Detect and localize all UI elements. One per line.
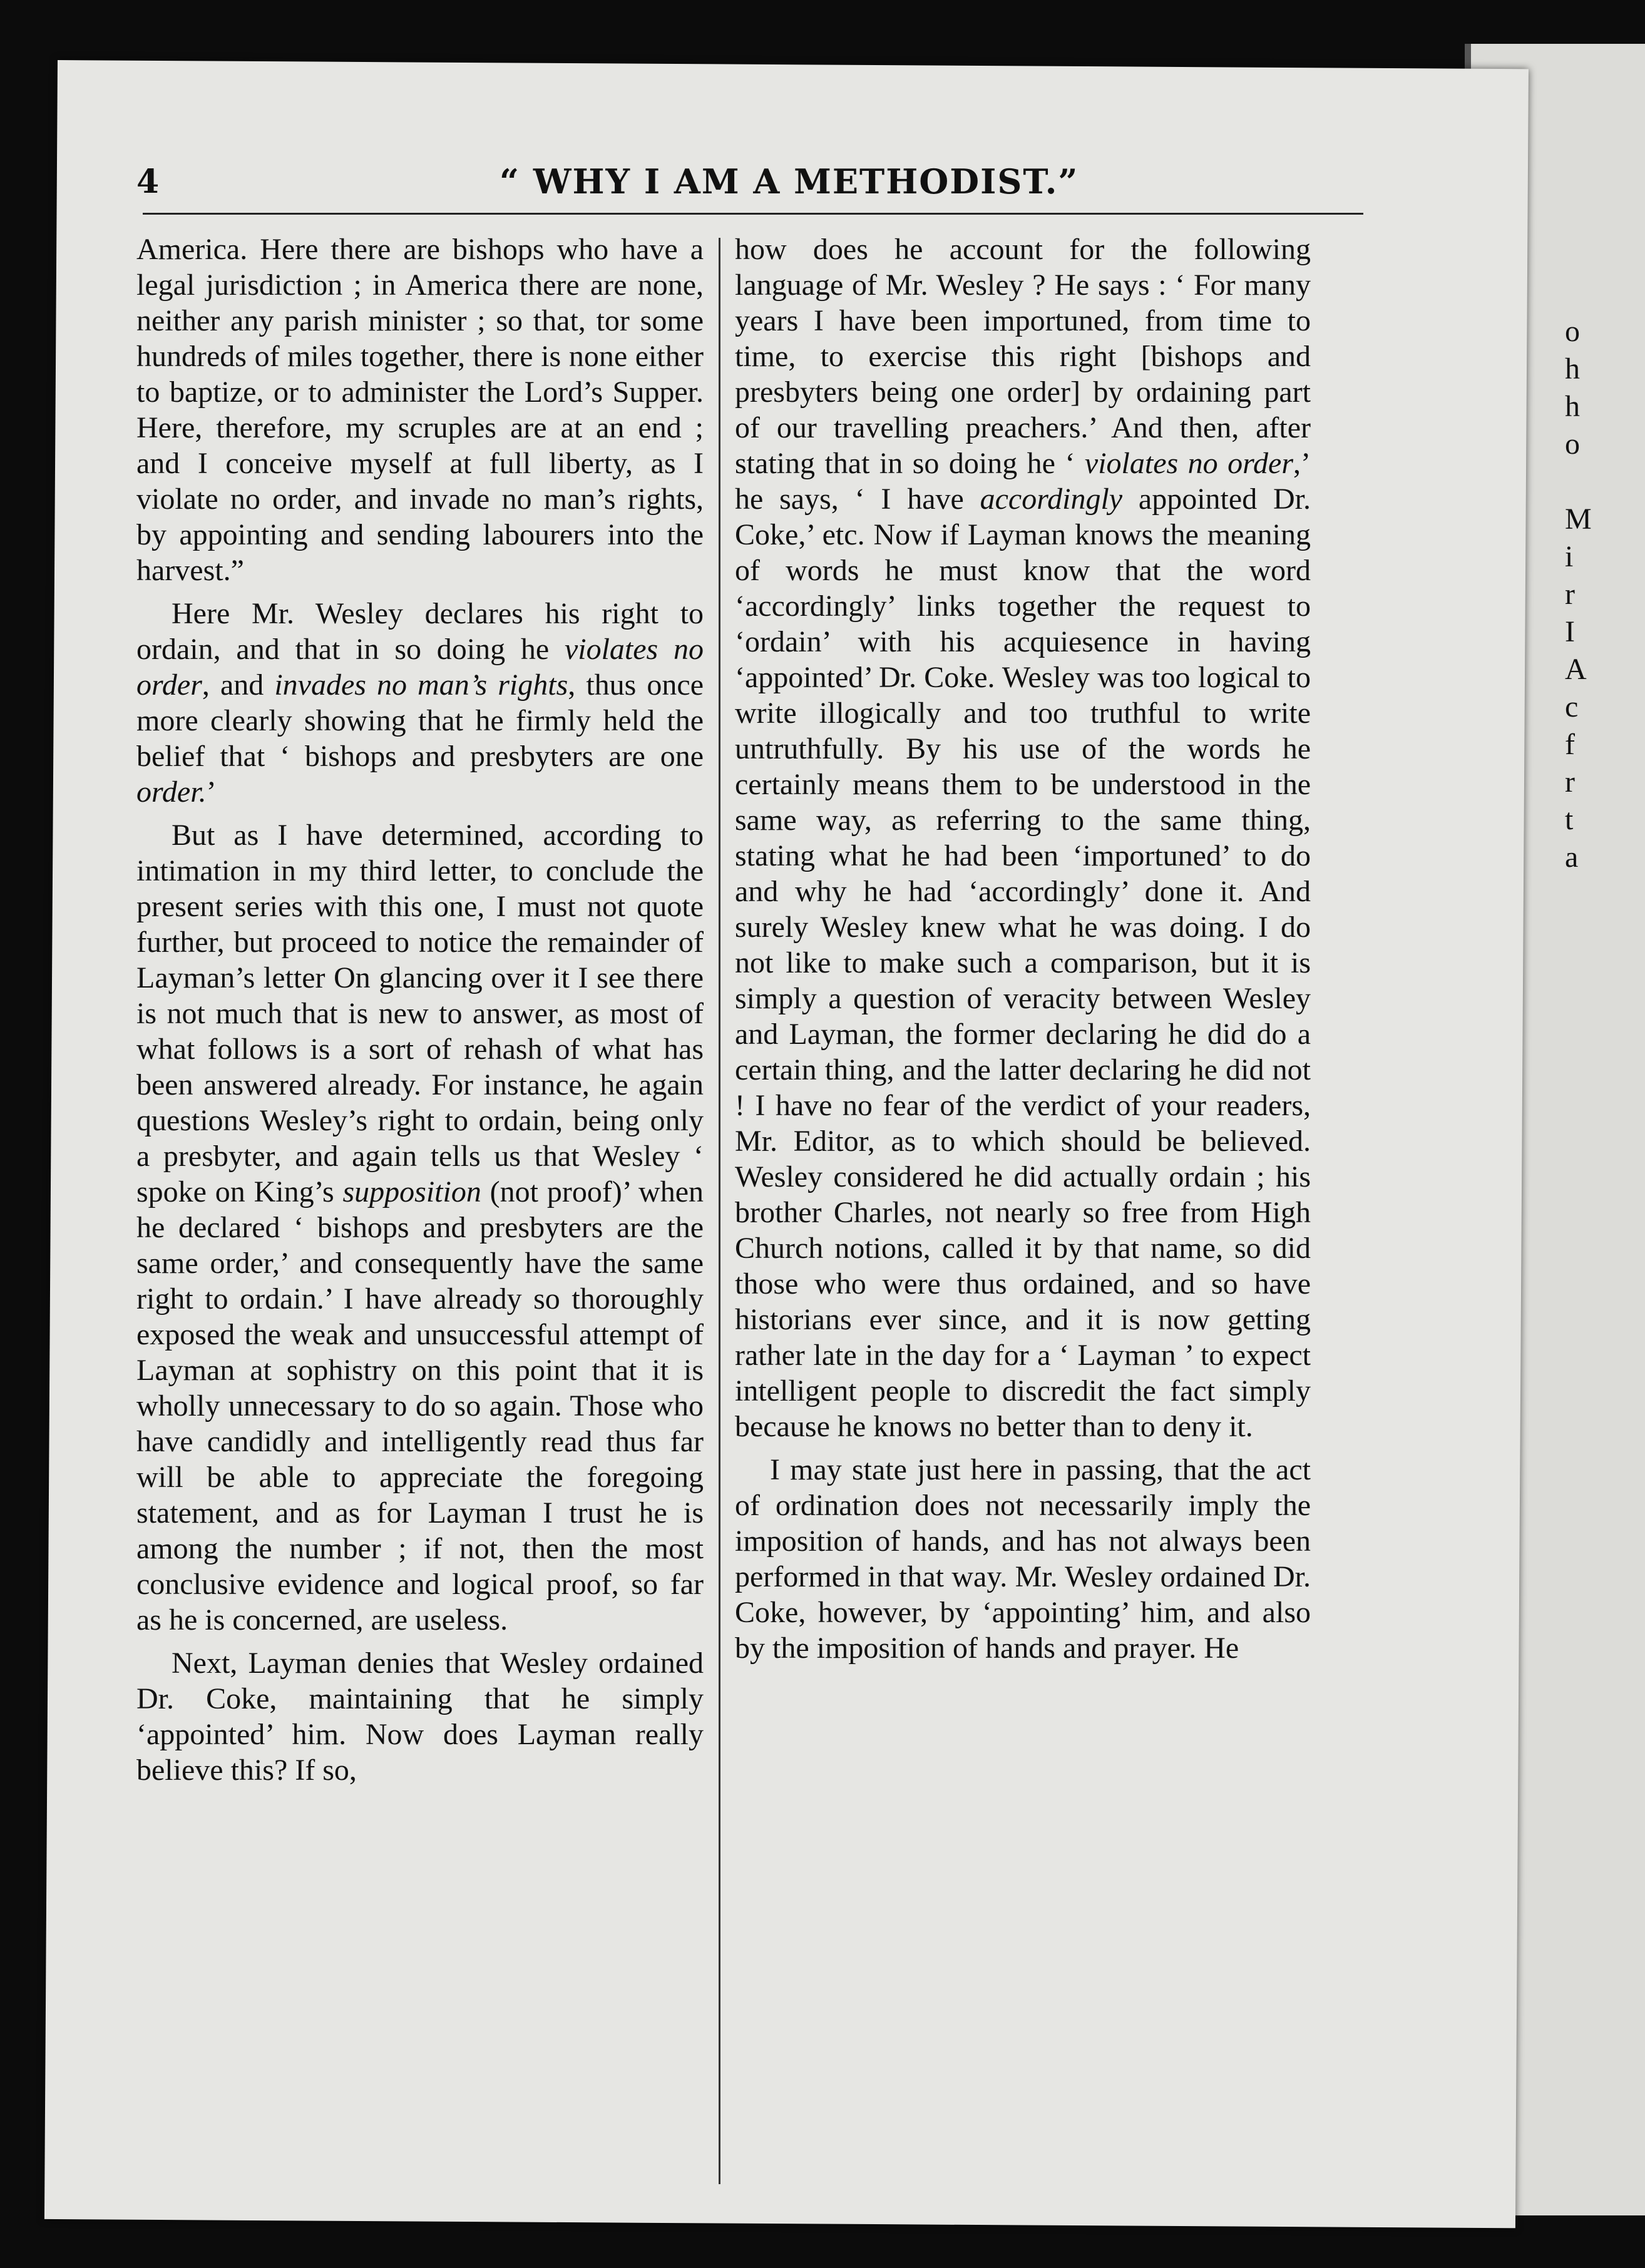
running-title: “ WHY I AM A METHODIST.”: [500, 161, 1079, 202]
margin-fragment: [1565, 463, 1592, 501]
margin-fragment: t: [1565, 803, 1574, 836]
adjacent-page-fragments: [1565, 313, 1592, 876]
margin-fragment: A: [1565, 653, 1587, 686]
right-column: [735, 232, 1311, 1673]
paragraph: I may state just here in passing, that the act of ordination does not necessarily imply the imposition of hands, and has not always been performed in that way. Mr. Wesley ordained Dr. Coke, however, by ‘appointing’ him, and also by the imposition of hands and prayer. He: [735, 1453, 1311, 1665]
paragraph: Next, Layman denies that Wesley ordained Dr. Coke, maintaining that he simply ‘appointed’ him. Now does Layman really believe this? If so,: [136, 1647, 704, 1787]
paragraph: But as I have determined, according to intimation in my third letter, to conclude the present series with this one, I must not quote further, but proceed to notice the remainder of Layman’s letter On glancing over it I see there is not much that is new to answer, as most of what follows is a sort of rehash of what has been answered already. For instance, he again questions Wesley’s right to ordain, being only a presbyter, and again tells us that Wesley ‘ spoke on King’s supposition (not proof)’ when he declared ‘ bishops and presbyters are the same order,’ and consequently have the same right to ordain.’ I have already so thoroughly exposed the weak and unsuccessful attempt of Layman at sophistry on this point that it is wholly unnecessary to do so again. Those who have candidly and intelligently read thus far will be able to appreciate the foregoing statement, and as for Layman I trust he is among the number ; if not, then the most conclusive evidence and logical proof, so far as he is concerned, are useless.: [136, 819, 704, 1637]
margin-fragment: c: [1565, 690, 1579, 723]
margin-fragment: r: [1565, 578, 1575, 611]
header-rule: [143, 213, 1363, 215]
margin-fragment: M: [1565, 503, 1592, 536]
page-number: 4: [136, 163, 160, 201]
margin-fragment: o: [1565, 315, 1580, 348]
margin-fragment: h: [1565, 390, 1580, 423]
column-divider: [719, 238, 720, 2184]
margin-fragment: r: [1565, 765, 1575, 799]
paragraph: how does he account for the following language of Mr. Wesley ? He says : ‘ For many years I have been importuned, from time to time, to exercise this right [bishops and presbyters being one order] by ordaining part of our travelling preachers.’ And then, after stating that in so doing he ‘ violates no order,’ he says, ‘ I have accordingly appointed Dr. Coke,’ etc. Now if Layman knows the meaning of words he must know that the word ‘accordingly’ links together the request to ‘ordain’ with his acquiesence in having ‘appointed’ Dr. Coke. Wesley was too logical to write illogically and too truthful to write untruthfully. By his use of the words he certainly means them to be understood in the same way, as referring to the same thing, stating what he had been ‘importuned’ to do and why he had ‘accordingly’ done it. And surely Wesley knew what he was doing. I do not like to make such a comparison, but it is simply a question of veracity between Wesley and Layman, the former declaring he did do a certain thing, and the latter declaring he did not ! I have no fear of the verdict of your readers, Mr. Editor, as to which should be believed. Wesley considered he did actually ordain ; his brother Charles, not nearly so free from High Church notions, called it by that name, so did those who were thus ordained, and so have historians ever since, and it is now getting rather late in the day for a ‘ Layman ’ to expect intelligent people to discredit the fact simply because he knows no better than to deny it.: [735, 233, 1311, 1443]
margin-fragment: o: [1565, 427, 1580, 461]
margin-fragment: a: [1565, 840, 1579, 874]
margin-fragment: I: [1565, 615, 1575, 648]
paragraph: Here Mr. Wesley declares his right to ordain, and that in so doing he violates no order, and invades no man’s rights, thus once more clearly showing that he firmly held the belief that ‘ bishops and presbyters are one order.’: [136, 597, 704, 809]
margin-fragment: f: [1565, 728, 1575, 761]
margin-fragment: i: [1565, 540, 1574, 573]
paragraph: America. Here there are bishops who have a legal jurisdiction ; in America there are none, neither any parish minister ; so that, tor some hundreds of miles together, there is none either to baptize, or to administer the Lord’s Supper. Here, therefore, my scruples are at an end ; and I conceive myself at full liberty, as I violate no order, and invade no man’s rights, by appointing and sending labourers into the harvest.”: [136, 233, 704, 587]
left-column: [136, 232, 704, 1796]
margin-fragment: h: [1565, 352, 1580, 386]
page-header: [136, 150, 1363, 213]
